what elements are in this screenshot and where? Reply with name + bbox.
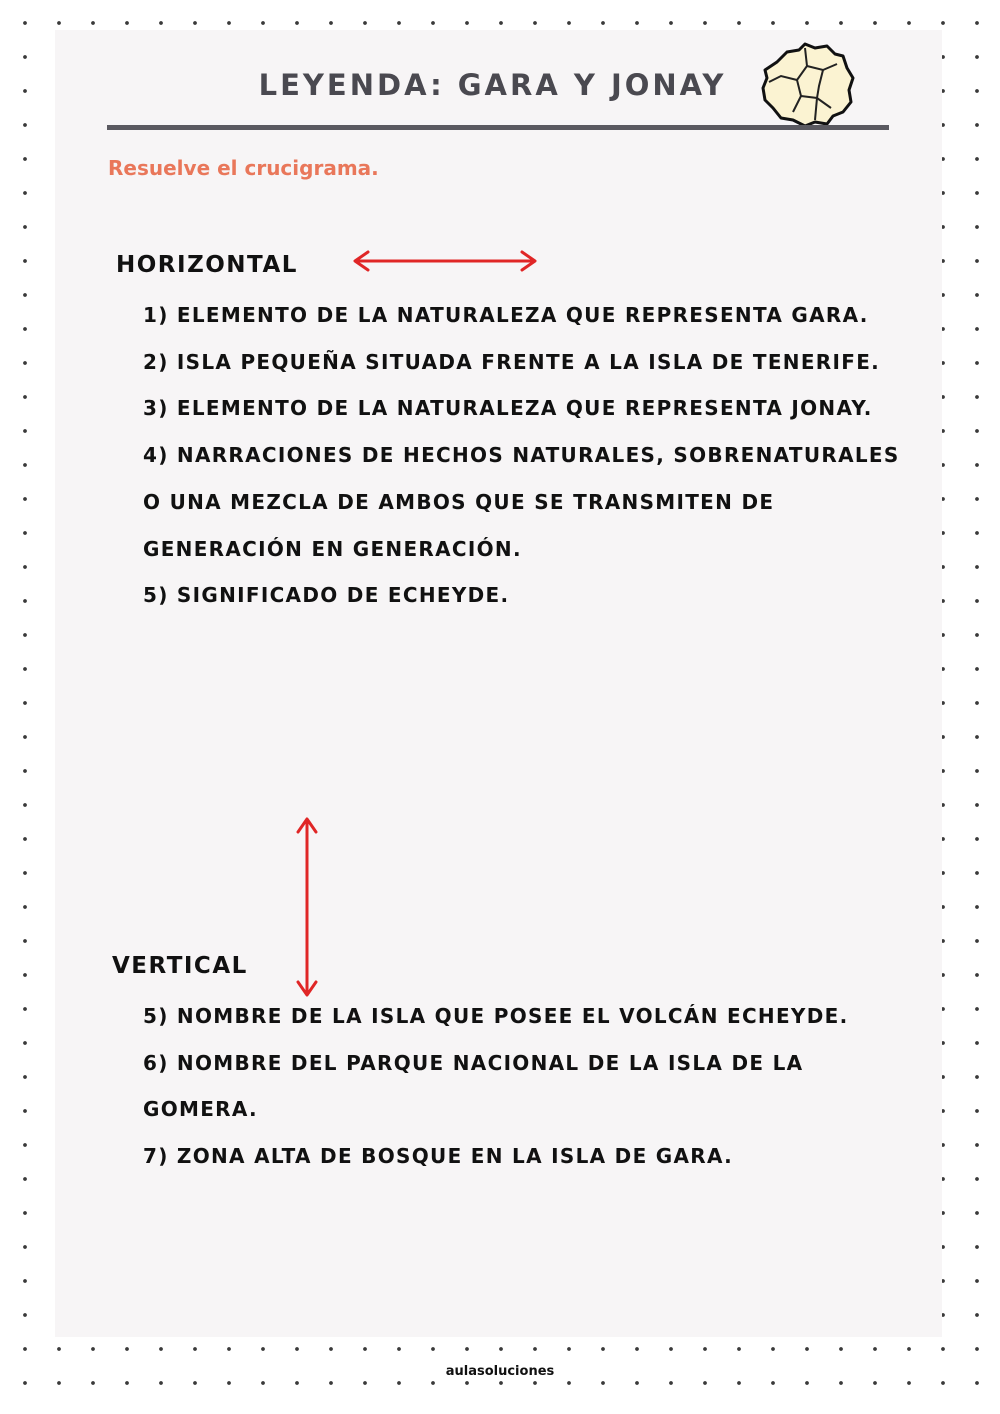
section-heading-horizontal: HORIZONTAL xyxy=(116,252,298,278)
clue-list-vertical xyxy=(143,993,913,1180)
clue-horizontal-5: 5) SIGNIFICADO DE ECHEYDE. xyxy=(143,583,510,608)
instruction-text: Resuelve el crucigrama. xyxy=(108,156,379,180)
clue-vertical-6: 6) NOMBRE DEL PARQUE NACIONAL DE LA ISLA DE LA GOMERA. xyxy=(143,1050,804,1122)
island-map-icon xyxy=(757,40,857,128)
clue-vertical-7: 7) ZONA ALTA DE BOSQUE EN LA ISLA DE GARA. xyxy=(143,1144,734,1169)
page-title: LEYENDA: GARA Y JONAY xyxy=(258,68,727,102)
double-arrow-vertical-icon xyxy=(294,814,320,1000)
clue-vertical-5: 5) NOMBRE DE LA ISLA QUE POSEE EL VOLCÁN ECHEYDE. xyxy=(143,1004,849,1028)
double-arrow-horizontal-icon xyxy=(350,248,540,274)
clue-horizontal-1: 1) ELEMENTO DE LA NATURALEZA QUE REPRESENTA GARA. xyxy=(143,303,869,327)
clue-horizontal-3: 3) ELEMENTO DE LA NATURALEZA QUE REPRESENTA JONAY. xyxy=(143,396,873,421)
section-heading-vertical: VERTICAL xyxy=(112,953,248,979)
title-divider xyxy=(107,125,889,130)
clue-horizontal-2: 2) ISLA PEQUEÑA SITUADA FRENTE A LA ISLA DE TENERIFE. xyxy=(143,349,881,374)
clue-list-horizontal xyxy=(143,292,913,619)
footer-brand: aulasoluciones xyxy=(445,1364,555,1379)
clue-horizontal-4: 4) NARRACIONES DE HECHOS NATURALES, SOBRENATURALES O UNA MEZCLA DE AMBOS QUE SE TRANSMITEN DE GENERACIÓN EN GENERACIÓN. xyxy=(143,443,900,561)
